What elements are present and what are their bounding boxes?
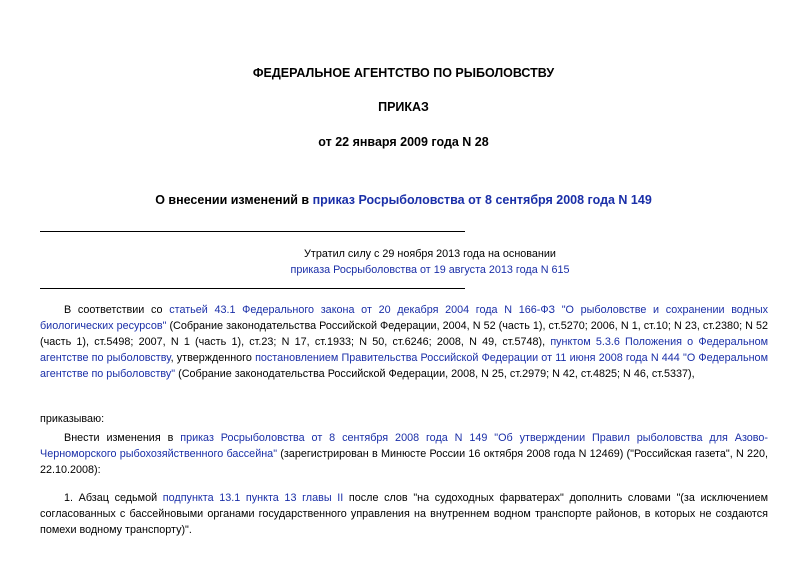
- paragraph-basis: [40, 302, 768, 382]
- p3-text-2: после слов "на судоходных фарватерах" дополнить словами "(за исключением согласованных с бассейновыми органами государственного управления на внутреннем водном транспорте районов, в которых не создаются помехи водному транспорту)".: [40, 492, 768, 536]
- p2-text-1: Внести изменения в: [64, 432, 181, 444]
- agency-name: ФЕДЕРАЛЬНОЕ АГЕНТСТВО ПО РЫБОЛОВСТВУ: [252, 66, 555, 80]
- p3-text-1: 1. Абзац седьмой: [64, 492, 163, 504]
- status-link[interactable]: приказа Росрыболовства от 19 августа 2013 года N 615: [290, 264, 570, 276]
- paragraph-item-1: [40, 490, 768, 538]
- top-divider: [40, 231, 465, 232]
- p1-text-2: (Собрание законодательства Российской Федерации, 2004, N 52 (часть 1), ст.5270; 2006, N 1, ст.10; N 23, ст.2380; N 52 (часть 1), ст.5498; 2007, N 1 (часть 1), ст.23; N 17, ст.1933; N 50, ст.6246; 2008, N 49, ст.5748),: [40, 320, 768, 348]
- p3-link-subpoint[interactable]: подпункта 13.1 пункта 13 главы II: [162, 492, 344, 504]
- doc-date-number: от 22 января 2009 года N 28: [318, 135, 489, 149]
- p1-link-law[interactable]: статьей 43.1 Федерального закона от 20 декабря 2004 года N 166-ФЗ "О рыболовстве и сохранении водных биологических ресурсов": [40, 304, 768, 332]
- doc-title-link[interactable]: приказ Росрыболовства от 8 сентября 2008 года N 149: [312, 193, 652, 207]
- paragraph-amend: [40, 430, 768, 478]
- p1-text-4: (Собрание законодательства Российской Федерации, 2008, N 25, ст.2979; N 42, ст.4825; N 46, ст.5337),: [175, 368, 695, 380]
- doc-title-prefix: О внесении изменений в: [155, 193, 313, 207]
- p1-link-resolution[interactable]: постановлением Правительства Российской Федерации от 11 июня 2008 года N 444 "О Федеральном агентстве по рыболовству": [40, 352, 768, 380]
- doc-title: [0, 193, 807, 207]
- p1-text-1: В соответствии со: [64, 304, 170, 316]
- status-link-line: [200, 264, 660, 276]
- p1-link-regulation[interactable]: пунктом 5.3.6 Положения о Федеральном агентстве по рыболовству: [40, 336, 768, 364]
- p2-text-2: (зарегистрирован в Минюсте России 16 октября 2008 года N 12469) ("Российская газета", N 220, 22.10.2008):: [40, 448, 768, 476]
- bottom-divider: [40, 288, 465, 289]
- prikazyvayu-text: приказываю:: [40, 413, 105, 425]
- p1-text-3: , утвержденного: [170, 352, 256, 364]
- doc-type: ПРИКАЗ: [378, 100, 429, 114]
- p2-link-order[interactable]: приказ Росрыболовства от 8 сентября 2008 года N 149 "Об утверждении Правил рыболовства для Азово-Черноморского рыбохозяйственного бассейна": [40, 432, 768, 460]
- status-line: Утратил силу с 29 ноября 2013 года на основании: [304, 248, 556, 260]
